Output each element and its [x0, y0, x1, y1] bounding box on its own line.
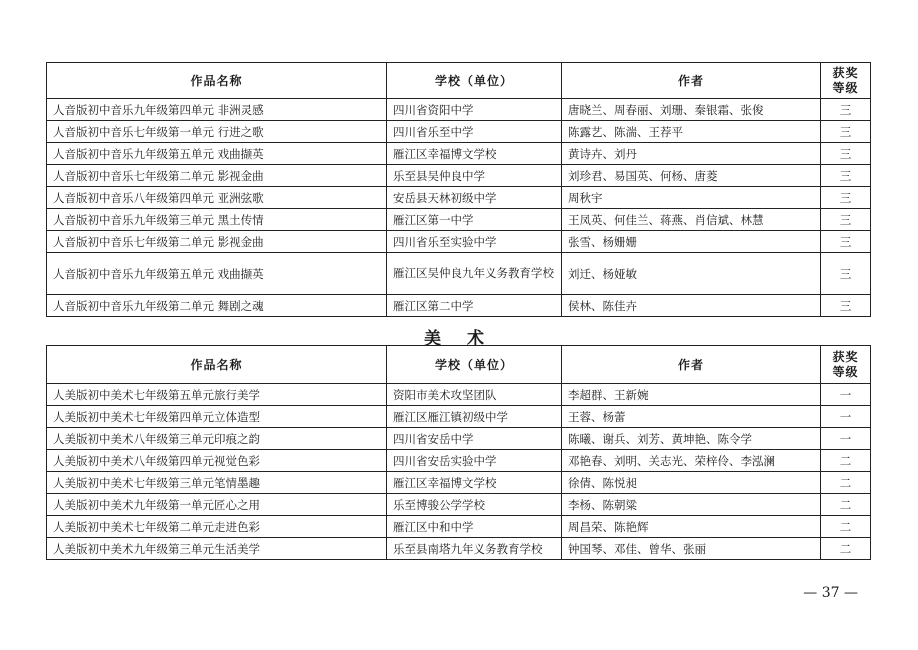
author-cell: 刘迁、杨娅敏 — [562, 253, 821, 295]
page-number: — 37 — — [803, 585, 858, 601]
school-cell: 资阳市美术攻坚团队 — [387, 384, 562, 406]
award-level-cell: 一 — [821, 406, 871, 428]
table-header-row — [47, 63, 871, 99]
award-level-cell: 一 — [821, 428, 871, 450]
award-level-cell: 三 — [821, 231, 871, 253]
table-row — [47, 143, 871, 165]
award-level-cell: 三 — [821, 99, 871, 121]
section-title: 美 术 — [424, 329, 494, 349]
award-level-cell: 一 — [821, 384, 871, 406]
author-cell: 李杨、陈朝粱 — [562, 494, 821, 516]
school-cell: 乐至县南塔九年义务教育学校 — [387, 538, 562, 560]
table-row — [47, 253, 871, 295]
header-award-level — [821, 63, 871, 99]
award-level-cell: 三 — [821, 295, 871, 317]
author-cell: 张雪、杨姗姗 — [562, 231, 821, 253]
author-cell: 侯林、陈佳卉 — [562, 295, 821, 317]
table-row — [47, 428, 871, 450]
header-award-level-line1: 获奖 — [832, 349, 859, 364]
author-cell: 钟国琴、邓佳、曾华、张丽 — [562, 538, 821, 560]
table-row — [47, 295, 871, 317]
table-row — [47, 384, 871, 406]
school-cell: 四川省乐至中学 — [387, 121, 562, 143]
table-row — [47, 472, 871, 494]
school-cell: 四川省安岳中学 — [387, 428, 562, 450]
author-cell: 陈曦、谢兵、刘芳、黄坤艳、陈令学 — [562, 428, 821, 450]
work-name-cell: 人音版初中音乐七年级第二单元 影视金曲 — [47, 231, 387, 253]
school-cell: 雁江区吴仲良九年义务教育学校 — [387, 253, 562, 295]
author-cell: 徐倩、陈悦昶 — [562, 472, 821, 494]
school-cell: 雁江区第一中学 — [387, 209, 562, 231]
table-row — [47, 450, 871, 472]
header-award-level — [821, 346, 871, 384]
school-cell: 雁江区雁江镇初级中学 — [387, 406, 562, 428]
table-row — [47, 231, 871, 253]
author-cell: 刘珍君、易国英、何杨、唐菱 — [562, 165, 821, 187]
author-cell: 周秋宇 — [562, 187, 821, 209]
table-row — [47, 494, 871, 516]
header-school: 学校（单位） — [387, 63, 562, 99]
award-level-cell: 三 — [821, 165, 871, 187]
table-row — [47, 538, 871, 560]
school-cell: 安岳县天林初级中学 — [387, 187, 562, 209]
award-level-cell: 二 — [821, 494, 871, 516]
work-name-cell: 人美版初中美术九年级第三单元生活美学 — [47, 538, 387, 560]
work-name-cell: 人美版初中美术七年级第四单元立体造型 — [47, 406, 387, 428]
header-school: 学校（单位） — [387, 346, 562, 384]
header-author: 作者 — [562, 63, 821, 99]
author-cell: 王凤英、何佳兰、蒋燕、肖信斌、林慧 — [562, 209, 821, 231]
header-author: 作者 — [562, 346, 821, 384]
work-name-cell: 人音版初中音乐七年级第二单元 影视金曲 — [47, 165, 387, 187]
award-level-cell: 二 — [821, 538, 871, 560]
school-cell: 雁江区幸福博文学校 — [387, 143, 562, 165]
author-cell: 王蓉、杨蕾 — [562, 406, 821, 428]
school-cell: 四川省资阳中学 — [387, 99, 562, 121]
award-level-cell: 三 — [821, 187, 871, 209]
work-name-cell: 人音版初中音乐九年级第二单元 舞剧之魂 — [47, 295, 387, 317]
header-award-level-line2: 等级 — [832, 364, 859, 379]
art-awards-table — [46, 345, 871, 560]
work-name-cell: 人美版初中美术七年级第二单元走进色彩 — [47, 516, 387, 538]
award-level-cell: 二 — [821, 472, 871, 494]
work-name-cell: 人美版初中美术八年级第三单元印痕之韵 — [47, 428, 387, 450]
author-cell: 李超群、王新婉 — [562, 384, 821, 406]
author-cell: 黄诗卉、刘丹 — [562, 143, 821, 165]
work-name-cell: 人音版初中音乐七年级第一单元 行进之歌 — [47, 121, 387, 143]
school-cell: 雁江区第二中学 — [387, 295, 562, 317]
work-name-cell: 人音版初中音乐八年级第四单元 亚洲弦歌 — [47, 187, 387, 209]
award-level-cell: 三 — [821, 121, 871, 143]
award-level-cell: 三 — [821, 143, 871, 165]
table-row — [47, 516, 871, 538]
work-name-cell: 人音版初中音乐九年级第三单元 黑土传情 — [47, 209, 387, 231]
work-name-cell: 人美版初中美术八年级第四单元视觉色彩 — [47, 450, 387, 472]
school-cell: 四川省乐至实验中学 — [387, 231, 562, 253]
school-cell: 乐至博骏公学学校 — [387, 494, 562, 516]
work-name-cell: 人音版初中音乐九年级第四单元 非洲灵感 — [47, 99, 387, 121]
work-name-cell: 人美版初中美术七年级第五单元旅行美学 — [47, 384, 387, 406]
header-award-level-line2: 等级 — [832, 80, 859, 95]
author-cell: 邓艳春、刘明、关志光、荣梓伶、李泓澜 — [562, 450, 821, 472]
music-awards-table — [46, 62, 871, 317]
award-level-cell: 二 — [821, 516, 871, 538]
author-cell: 唐晓兰、周春丽、刘珊、秦银霜、张俊 — [562, 99, 821, 121]
school-cell: 四川省安岳实验中学 — [387, 450, 562, 472]
work-name-cell: 人音版初中音乐九年级第五单元 戏曲撷英 — [47, 253, 387, 295]
author-cell: 周昌荣、陈艳辉 — [562, 516, 821, 538]
school-cell: 雁江区中和中学 — [387, 516, 562, 538]
work-name-cell: 人音版初中音乐九年级第五单元 戏曲撷英 — [47, 143, 387, 165]
award-level-cell: 三 — [821, 209, 871, 231]
table-row — [47, 406, 871, 428]
header-work-name: 作品名称 — [47, 63, 387, 99]
table-header-row — [47, 346, 871, 384]
header-award-level-line1: 获奖 — [832, 65, 859, 80]
school-cell: 雁江区幸福博文学校 — [387, 472, 562, 494]
author-cell: 陈露艺、陈湍、王荐平 — [562, 121, 821, 143]
work-name-cell: 人美版初中美术七年级第三单元笔情墨趣 — [47, 472, 387, 494]
header-work-name: 作品名称 — [47, 346, 387, 384]
table-row — [47, 187, 871, 209]
table-row — [47, 99, 871, 121]
award-level-cell: 三 — [821, 253, 871, 295]
table-row — [47, 121, 871, 143]
award-level-cell: 二 — [821, 450, 871, 472]
work-name-cell: 人美版初中美术九年级第一单元匠心之用 — [47, 494, 387, 516]
table-row — [47, 165, 871, 187]
school-cell: 乐至县吴仲良中学 — [387, 165, 562, 187]
table-row — [47, 209, 871, 231]
